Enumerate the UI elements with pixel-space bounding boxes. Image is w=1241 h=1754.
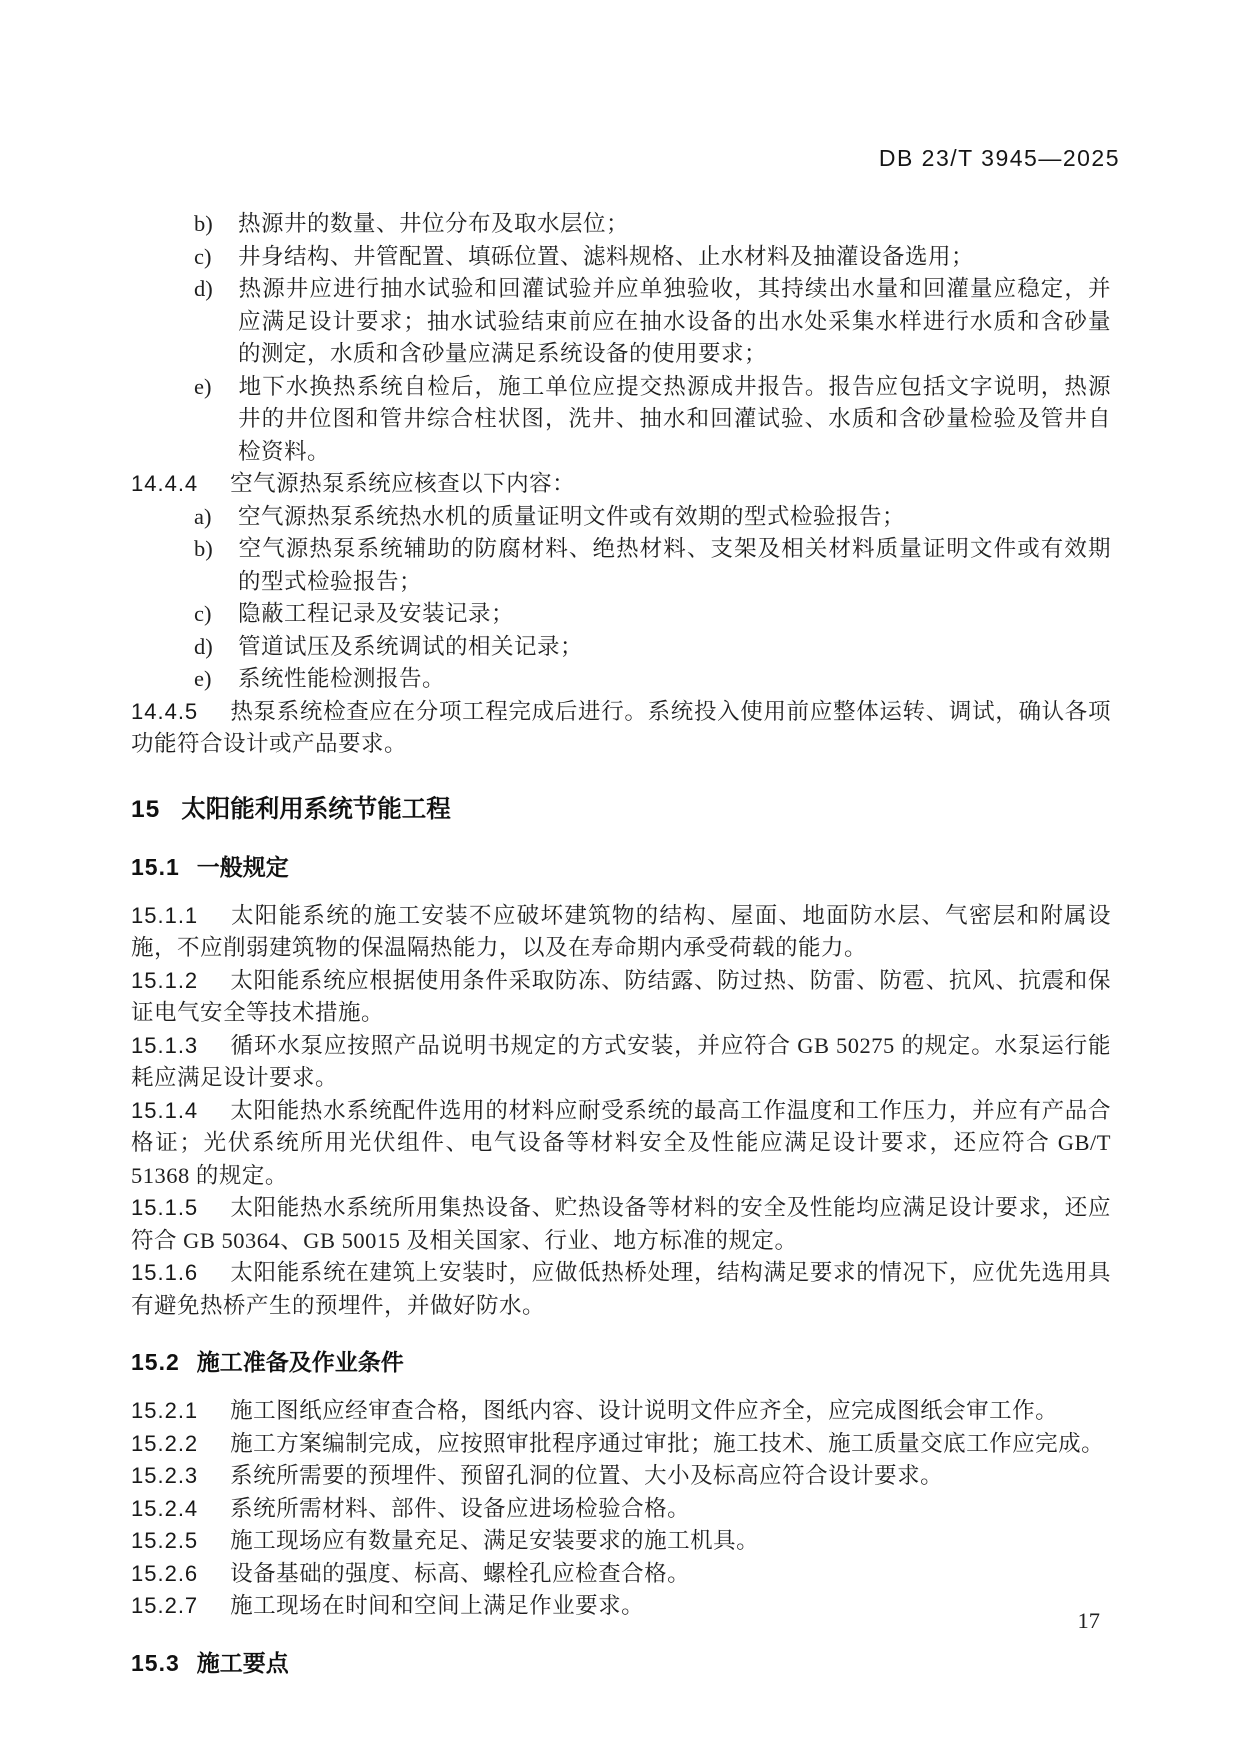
list-item-text: 系统性能检测报告。: [238, 666, 446, 691]
clause-text: 太阳能系统在建筑上安装时，应做低热桥处理，结构满足要求的情况下，应优先选用具有避免热桥产生的预埋件，并做好防水。: [131, 1260, 1111, 1318]
list-item-text: 管道试压及系统调试的相关记录；: [238, 633, 584, 659]
clause-paragraph: [131, 696, 1111, 761]
list-item: [131, 371, 1111, 469]
list-item: [131, 598, 1111, 631]
clause-text: 太阳能系统的施工安装不应破坏建筑物的结构、屋面、地面防水层、气密层和附属设施，不应削弱建筑物的保温隔热能力，以及在寿命期内承受荷载的能力。: [131, 902, 1111, 960]
clause-paragraph: [131, 1493, 1111, 1526]
list-item-text: 井身结构、井管配置、填砾位置、滤料规格、止水材料及抽灌设备选用；: [238, 243, 975, 269]
clause-number: 15.2.7: [131, 1593, 199, 1618]
clause-paragraph: [131, 1428, 1111, 1461]
clause-paragraph: [131, 965, 1111, 1030]
list-item: [131, 208, 1111, 241]
clause-number: 15.1.4: [131, 1097, 199, 1123]
clause-paragraph: [131, 900, 1111, 965]
list-item-marker: a): [194, 503, 212, 529]
list-item: [131, 663, 1111, 696]
clause-text: 施工图纸应经审查合格，图纸内容、设计说明文件应齐全，应完成图纸会审工作。: [230, 1398, 1059, 1423]
section-heading: [131, 851, 1111, 884]
page-header: [0, 0, 1241, 175]
clause-paragraph: [131, 1192, 1111, 1257]
clause-number: 15.1.1: [131, 902, 199, 928]
clause-number: 15.1.6: [131, 1260, 199, 1285]
clause-text: 施工现场应有数量充足、满足安装要求的施工机具。: [230, 1528, 760, 1553]
clause-paragraph: [131, 1095, 1111, 1193]
list-item-marker: e): [194, 666, 212, 691]
clause-paragraph: [131, 1590, 1111, 1623]
list-item: [131, 533, 1111, 598]
clause-text: 太阳能热水系统配件选用的材料应耐受系统的最高工作温度和工作压力，并应有产品合格证；光伏系统所用光伏组件、电气设备等材料安全及性能应满足设计要求，还应符合 GB/T 51368 的规定。: [131, 1097, 1111, 1188]
clause-text: 系统所需材料、部件、设备应进场检验合格。: [230, 1495, 691, 1521]
clause-number: 15.2.5: [131, 1528, 199, 1553]
clause-number: 15.1.5: [131, 1195, 199, 1220]
clause-paragraph: [131, 1558, 1111, 1591]
section-heading: [131, 1346, 1111, 1379]
heading-number: 15.1: [131, 853, 180, 880]
clause-text: 太阳能系统应根据使用条件采取防冻、防结露、防过热、防雷、防雹、抗风、抗震和保证电气安全等技术措施。: [131, 967, 1111, 1025]
clause-paragraph: [131, 1257, 1111, 1322]
list-item-marker: b): [194, 211, 213, 236]
list-item: [131, 631, 1111, 664]
clause-paragraph: [131, 1030, 1111, 1095]
clause-text: 施工方案编制完成，应按照审批程序通过审批；施工技术、施工质量交底工作应完成。: [230, 1430, 1105, 1456]
page-number: 17: [1077, 1608, 1100, 1633]
list-item: [131, 241, 1111, 274]
list-item: [131, 501, 1111, 534]
clause-text: 热泵系统检查应在分项工程完成后进行。系统投入使用前应整体运转、调试，确认各项功能符合设计或产品要求。: [131, 698, 1111, 756]
clause-number: 15.2.3: [131, 1463, 199, 1488]
heading-title: 一般规定: [196, 853, 289, 880]
heading-title: 施工要点: [196, 1649, 289, 1676]
clause-number: 15.2.2: [131, 1430, 199, 1456]
clause-paragraph: [131, 1395, 1111, 1428]
list-item-text: 空气源热泵系统热水机的质量证明文件或有效期的型式检验报告；: [238, 503, 906, 529]
clause-number: 15.2.1: [131, 1398, 199, 1423]
list-item-marker: d): [194, 276, 213, 301]
clause-number: 15.1.2: [131, 967, 199, 993]
clause-text: 系统所需要的预埋件、预留孔洞的位置、大小及标高应符合设计要求。: [230, 1463, 944, 1488]
list-item: [131, 273, 1111, 371]
document-body: [0, 208, 1241, 1680]
list-item-text: 地下水换热系统自检后，施工单位应提交热源成井报告。报告应包括文字说明，热源井的井位图和管井综合柱状图，洗井、抽水和回灌试验、水质和含砂量检验及管井自检资料。: [238, 373, 1111, 464]
heading-number: 15.2: [131, 1349, 180, 1375]
list-item-text: 空气源热泵系统辅助的防腐材料、绝热材料、支架及相关材料质量证明文件或有效期的型式检验报告；: [238, 536, 1111, 594]
clause-paragraph: [131, 1460, 1111, 1493]
clause-text: 循环水泵应按照产品说明书规定的方式安装，并应符合 GB 50275 的规定。水泵运行能耗应满足设计要求。: [131, 1032, 1111, 1090]
clause-number: 14.4.5: [131, 698, 199, 724]
chapter-heading: [131, 793, 1111, 827]
clause-text: 太阳能热水系统所用集热设备、贮热设备等材料的安全及性能均应满足设计要求，还应符合 GB 50364、GB 50015 及相关国家、行业、地方标准的规定。: [131, 1195, 1111, 1253]
heading-number: 15: [131, 795, 161, 823]
doc-code: DB 23/T 3945—2025: [878, 145, 1120, 171]
clause-text: 施工现场在时间和空间上满足作业要求。: [230, 1593, 645, 1618]
clause-paragraph: [131, 468, 1111, 501]
heading-title: 太阳能利用系统节能工程: [181, 795, 451, 823]
clause-text: 空气源热泵系统应核查以下内容：: [230, 471, 576, 496]
clause-number: 15.2.6: [131, 1560, 199, 1586]
list-item-text: 热源井的数量、井位分布及取水层位；: [238, 211, 630, 236]
list-item-text: 热源井应进行抽水试验和回灌试验并应单独验收，其持续出水量和回灌量应稳定，并应满足设计要求；抽水试验结束前应在抽水设备的出水处采集水样进行水质和含砂量的测定，水质和含砂量应满足系统设备的使用要求；: [238, 276, 1111, 366]
heading-number: 15.3: [131, 1649, 180, 1676]
heading-title: 施工准备及作业条件: [196, 1349, 404, 1375]
list-item-marker: d): [194, 633, 213, 659]
clause-text: 设备基础的强度、标高、螺栓孔应检查合格。: [230, 1560, 691, 1586]
list-item-marker: b): [194, 536, 213, 561]
list-item-marker: c): [194, 601, 212, 626]
list-item-marker: c): [194, 243, 212, 269]
list-item-text: 隐蔽工程记录及安装记录；: [238, 601, 515, 626]
clause-number: 15.2.4: [131, 1495, 199, 1521]
clause-number: 15.1.3: [131, 1032, 199, 1058]
section-heading: [131, 1647, 1111, 1680]
clause-paragraph: [131, 1525, 1111, 1558]
list-item-marker: e): [194, 373, 212, 399]
clause-number: 14.4.4: [131, 471, 199, 496]
